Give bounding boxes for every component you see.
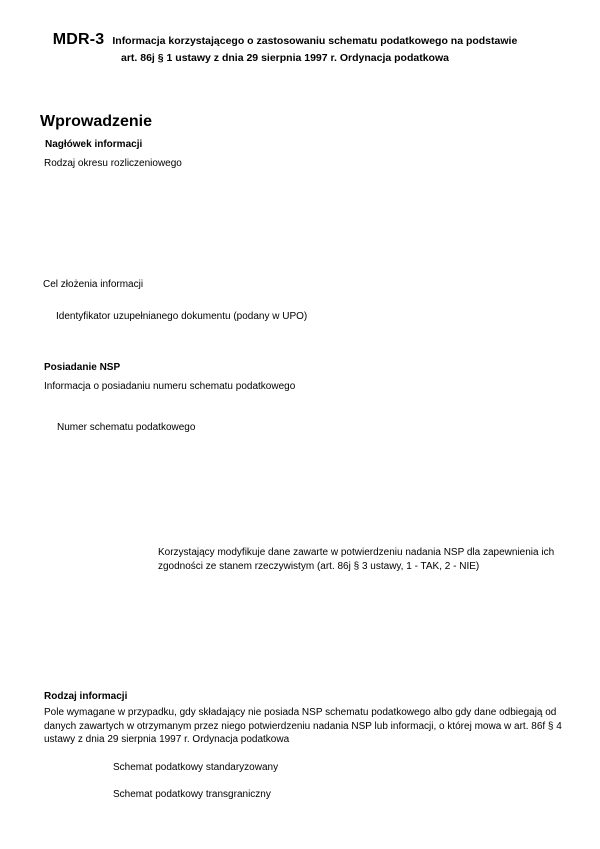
description-pole-wymagane: Pole wymagane w przypadku, gdy składający nie posiada NSP schematu podatkowego albo gdy dane odbiegają od danych zawartych w otrzymanym przez niego potwierdzeniu nadania NSP lub informacji, o której mowa w art. 86f § 4 ustawy z dnia 29 sierpnia 1997 r. Ordynacja podatkowa — [44, 707, 562, 745]
form-code: MDR-3 — [52, 31, 105, 48]
option-label-schemat-transgraniczny: Schemat podatkowy transgraniczny — [113, 789, 271, 800]
section-heading-naglowek-informacji: Nagłówek informacji — [45, 139, 143, 150]
form-title-row1 — [40, 31, 530, 49]
field-label-informacja-o-posiadaniu-nsp: Informacja o posiadaniu numeru schematu podatkowego — [44, 381, 296, 392]
field-label-identyfikator-dokumentu: Identyfikator uzupełnianego dokumentu (podany w UPO) — [56, 311, 308, 322]
section-heading-posiadanie-nsp: Posiadanie NSP — [44, 362, 121, 373]
field-label-numer-schematu-podatkowego: Numer schematu podatkowego — [57, 422, 196, 433]
note-korzystajacy-modyfikuje: Korzystający modyfikuje dane zawarte w potwierdzeniu nadania NSP dla zapewnienia ich zgodności ze stanem rzeczywistym (art. 86j § 3 ustawy, 1 - TAK, 2 - NIE) — [158, 547, 555, 572]
section-heading-rodzaj-informacji: Rodzaj informacji — [44, 691, 128, 702]
form-title-line2: art. 86j § 1 ustawy z dnia 29 sierpnia 1997 r. Ordynacja podatkowa — [121, 52, 449, 64]
field-label-rodzaj-okresu-rozliczeniowego: Rodzaj okresu rozliczeniowego — [44, 158, 182, 169]
field-label-cel-zlozenia-informacji: Cel złożenia informacji — [43, 279, 144, 290]
form-title-line1: Informacja korzystającego o zastosowaniu schematu podatkowego na podstawie — [112, 35, 518, 47]
section-heading-wprowadzenie: Wprowadzenie — [40, 113, 153, 130]
form-title-block — [40, 31, 530, 64]
option-label-schemat-standaryzowany: Schemat podatkowy standaryzowany — [113, 762, 279, 773]
